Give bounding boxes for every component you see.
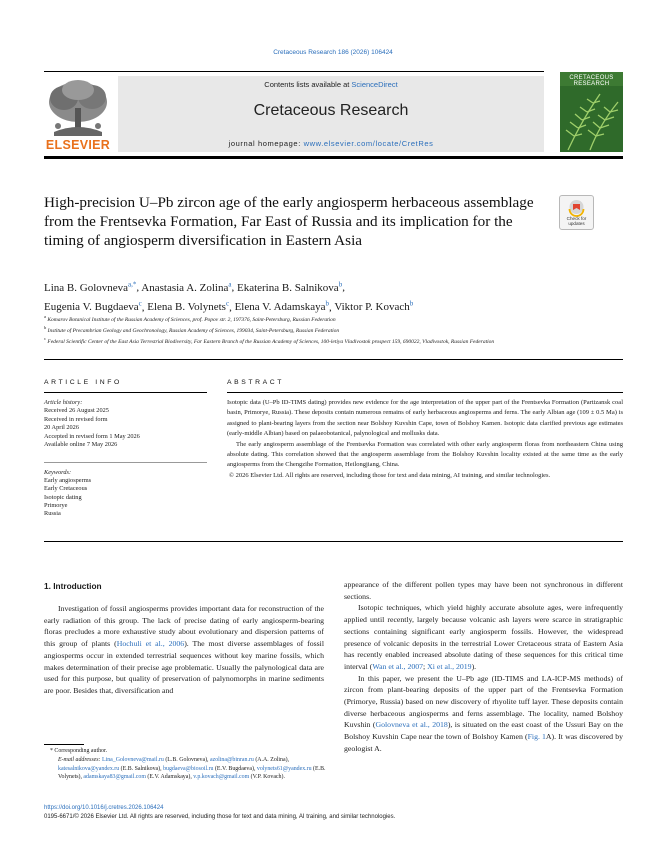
homepage-prefix: journal homepage: (228, 139, 304, 148)
article-info-rule (44, 392, 207, 393)
elsevier-logo-text: ELSEVIER (45, 138, 111, 152)
doi-link[interactable]: https://doi.org/10.1016/j.cretres.2026.106424 (44, 805, 164, 811)
abstract-bottom-rule (44, 541, 623, 542)
reference-link[interactable]: Wan et al., 2007 (372, 661, 424, 671)
affiliations-rule (44, 359, 623, 360)
header-bottom-rule (44, 156, 623, 159)
body-right-column (344, 579, 623, 755)
email-link[interactable]: katesalnikova@yandex.ru (58, 765, 120, 772)
issn-copyright-line: 0195-6671/© 2026 Elsevier Ltd. All rights are reserved, including those for text and data mining, AI training, and similar technologies. (44, 814, 396, 820)
body-left-column (44, 603, 324, 697)
footnote (44, 747, 326, 782)
history-item: Available online 7 May 2026 (44, 441, 118, 449)
reference-link[interactable]: Golovneva et al., 2018 (375, 720, 448, 730)
email-link[interactable]: volynets61@yandex.ru (256, 765, 312, 772)
keyword: Russia (44, 510, 61, 518)
email-link[interactable]: azolina@binran.ru (209, 756, 254, 763)
abstract-rule (227, 392, 623, 393)
email-link[interactable]: Lina_Golovneva@mail.ru (101, 756, 164, 763)
author[interactable]: Viktor P. Kovach$^b$ (334, 299, 414, 314)
body-paragraph: appearance of the different pollen types may have been not synchronous in different sections. (344, 580, 623, 601)
history-item: Received in revised form (44, 415, 108, 423)
author[interactable]: Eugenia V. Bugdaeva$^c$ (44, 299, 142, 314)
abstract-heading: ABSTRACT (227, 379, 285, 386)
header-top-rule (44, 71, 544, 72)
history-label: Article history: (44, 399, 83, 406)
contents-available-line (118, 80, 544, 89)
history-item: Accepted in revised form 1 May 2026 (44, 432, 140, 440)
keyword: Isotopic dating (44, 493, 82, 501)
body-paragraph: Isotopic techniques, which yield highly accurate absolute ages, were infrequently applied until recently, largely because volcanic ash layers were scarce in stratigraphic sections containing significant early angiosperm fossils. However, the widespread presence of volcanic deposits in the terrestrial Lower Cretaceous strata of Eastern Asia has recently enabled increased absolute dating of these sequences for this critical time interval (Wan et al., 2007; Xi et al., 2019). (344, 603, 623, 671)
corresponding-author-note: * Corresponding author. (50, 748, 108, 754)
author[interactable]: Anastasia A. Zolina$^a$ (141, 280, 232, 294)
affiliation: $^b$ Institute of Precambrian Geology and Geochronology, Russian Academy of Sciences, 199034, Saint-Petersburg, Russian Federation (44, 325, 340, 335)
article-history (44, 399, 209, 449)
keywords (44, 469, 209, 518)
body-paragraph: In this paper, we present the U–Pb age (ID-TIMS and LA-ICP-MS methods) of zircon from plant-bearing deposits of the upper part of the Frentsevka Formation (Primorye, Russia) based on new discovery of rhyolite tuff layer. These deposits contain diverse herbaceous angiosperms and ferns assemblage. The locality, named Bolshoy Kuvshin (Golovneva et al., 2018), is situated on the east coast of the Ussuri Bay on the Bolshoy Kuvshin Cape near the town of Bolshoy Kamen (Fig. 1A). It was discovered by geologist A. (344, 673, 623, 753)
abstract-copyright: © 2026 Elsevier Ltd. All rights are reserved, including those for text and data mining, AI training, and similar technologies. (229, 471, 551, 479)
abstract-text (227, 398, 623, 481)
keyword: Early angiosperms (44, 477, 92, 485)
article-title: High-precision U–Pb zircon age of the early angiosperm herbaceous assemblage from the Frentsevka Formation, Far East of Russia and its implication for the timing of angiosperm diversification in Eastern Asia (44, 194, 534, 250)
email-addresses: E-mail addresses: Lina_Golovneva@mail.ru (L.B. Golovneva), azolina@binran.ru (A.A. Zolina), katesalnikova@yandex.ru (E.B. Salnikova), bugdaeva@biosoil.ru (E.V. Bugdaeva), volynets61@yandex.ru (E.B. Volynets), adamskaya83@gmail.com (E.V. Adamskaya), v.p.kovach@gmail.com (V.P. Kovach). (58, 756, 326, 781)
body-paragraph: Investigation of fossil angiosperms provides important data for reconstruction of the early radiation of this group. The lack of precise dating of early angiosperm-bearing floras precludes a more exhaustive study about evolutionary and dispersion patterns of this group of plants (Hochuli et al., 2006). The most diverse assemblages of fossil angiosperms occur in extended terrestrial sequences without key marine fossils, which makes determination of their precise age problematic. Usually the palynological data are used for this purpose, but quality of preservation of palynomorphs in marine sediments are poor. Besides that, diversification and (44, 604, 325, 695)
abstract-paragraph: The early angiosperm assemblage of the Frentsevka Formation was correlated with other early angiosperm floras from northeastern China using absolute dating. This correlation showed that the angiosperm assemblage from the Bolshoy Kuvshin locality existed at the same time as the early angiosperms from the Chengzihe Formation, Heilongjiang, China. (227, 440, 623, 469)
figure-link[interactable]: Fig. 1 (527, 732, 546, 742)
author[interactable]: Elena B. Volynets$^c$ (147, 299, 230, 314)
email-link[interactable]: v.p.kovach@gmail.com (193, 774, 250, 781)
section-heading-introduction: 1. Introduction (44, 581, 102, 591)
author[interactable]: Lina B. Golovneva$^{a,*}$ (44, 280, 137, 294)
reference-link[interactable]: Xi et al., 2019 (427, 661, 472, 671)
affiliation: $^c$ Federal Scientific Center of the East Asia Terrestrial Biodiversity, Far Eastern Branch of the Russian Academy of Sciences, 100-letiya Vladivostok prospect 159, 690022, Vladivostok, Russian Federation (44, 336, 495, 346)
affiliation: $^a$ Komarov Botanical Institute of the Russian Academy of Sciences, prof. Popov str. 2, 197376, Saint-Petersburg, Russian Federation (44, 314, 336, 323)
contents-prefix: Contents lists available at (264, 80, 352, 89)
affiliations (44, 313, 549, 347)
reference-link[interactable]: Hochuli et al., 2006 (116, 639, 185, 649)
history-rule (44, 462, 207, 463)
journal-homepage-link[interactable]: www.elsevier.com/locate/CretRes (303, 139, 434, 148)
keyword: Primorye (44, 501, 68, 509)
keywords-label: Keywords: (44, 469, 72, 476)
article-info-heading: ARTICLE INFO (44, 379, 122, 386)
check-for-updates-label: Check for updates (566, 216, 587, 226)
author[interactable]: Elena V. Adamskaya$^b$ (234, 299, 330, 314)
sciencedirect-link[interactable]: ScienceDirect (351, 80, 398, 89)
email-link[interactable]: bugdaeva@biosoil.ru (163, 765, 214, 772)
history-item: Received 26 August 2025 (44, 407, 109, 415)
journal-homepage-line (118, 139, 544, 148)
author-list: Lina B. Golovneva$^{a,*}$, Anastasia A. Zolina$^a$, Ekaterina B. Salnikova$^b$, Eugenia V. Bugdaeva$^c$, Elena B. Volynets$^c$, Elena V. Adamskaya$^b$, Viktor P. Kovach$^b$ (44, 280, 414, 314)
author[interactable]: Ekaterina B. Salnikova$^b$ (236, 280, 343, 294)
abstract-paragraph: Isotopic data (U–Pb ID-TIMS dating) provides new evidence for the age interpretation of the upper part of the Frentsevka Formation (Partizansk coal basin, Primorye, Russia). These deposits contain numerous remains of early herbaceous angiosperms and ferns. The early Albian age (109 ± 0.5 Ma) is assigned to plant-bearing layers from the section near Bolshoy Kuvshin Cape, town of Bolshoy Kamen. Isotopic data clarified previous age estimates (early-middle Albian) based on palaeobotanical, palynological and mollusks data. (227, 399, 623, 438)
keyword: Early Cretaceous (44, 485, 88, 493)
journal-name: Cretaceous Research (253, 102, 409, 119)
history-item: 20 April 2026 (44, 424, 79, 432)
check-for-updates-button[interactable] (559, 195, 594, 230)
email-link[interactable]: adamskaya83@gmail.com (83, 774, 146, 781)
cover-title: CRETACEOUS RESEARCH (569, 75, 614, 87)
journal-citation[interactable]: Cretaceous Research 186 (2026) 106424 (273, 49, 393, 56)
footnote-rule (44, 744, 84, 745)
